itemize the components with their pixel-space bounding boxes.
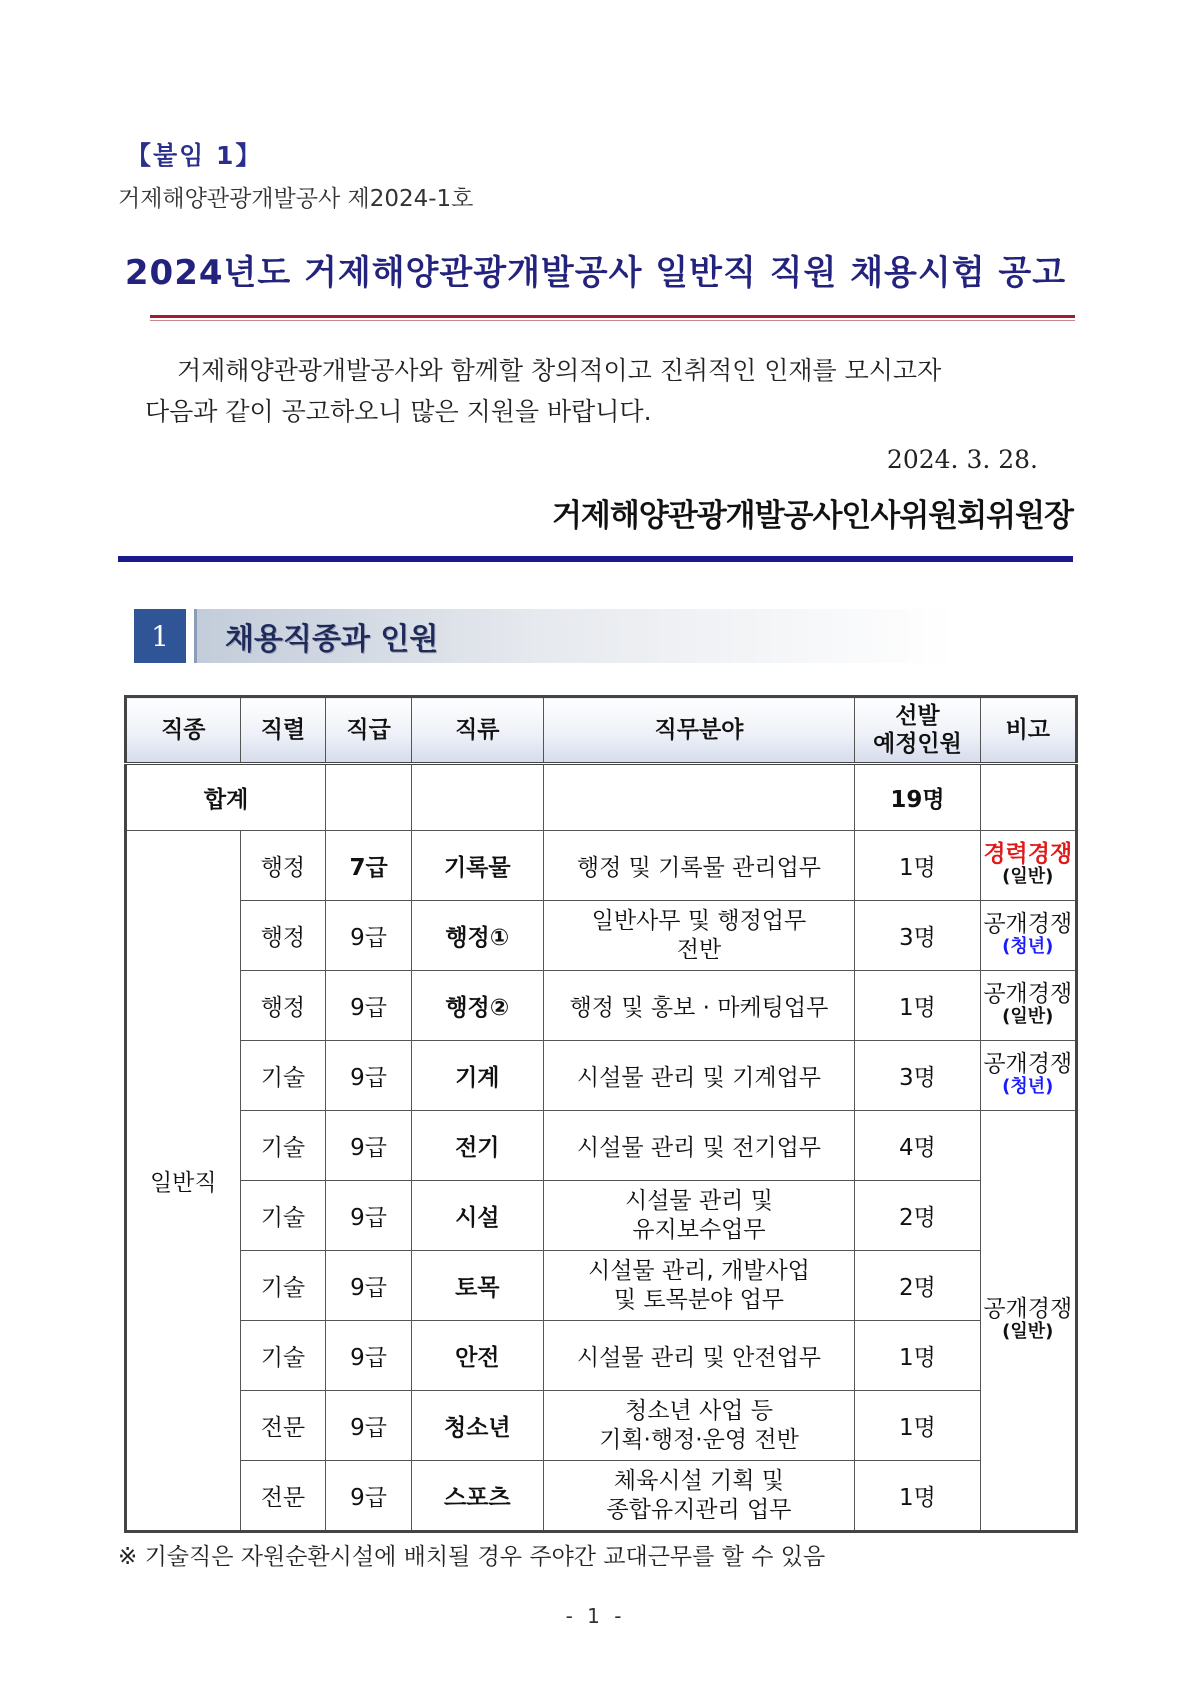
header-note: 비고 — [980, 697, 1076, 764]
grade-cell: 9급 — [326, 901, 412, 971]
header-series: 직렬 — [240, 697, 326, 764]
page-title: 2024년도 거제해양관광개발공사 일반직 직원 채용시험 공고 — [124, 253, 1067, 293]
table-row — [126, 1391, 1077, 1461]
field-line-2: 종합유지관리 업무 — [606, 1496, 792, 1523]
field-cell: 행정 및 홍보 · 마케팅업무 — [543, 971, 855, 1041]
note-cell — [980, 831, 1076, 901]
total-empty-cell — [543, 764, 855, 831]
series-cell: 행정 — [240, 901, 326, 971]
category-cell: 스포츠 — [411, 1461, 543, 1532]
field-cell — [543, 1181, 855, 1251]
section-bar-edge — [194, 609, 197, 663]
header-count — [855, 697, 980, 764]
intro-line-1: 거제해양관광개발공사와 함께할 창의적이고 진취적인 인재를 모시고자 — [177, 356, 942, 385]
count-cell: 1명 — [855, 1391, 980, 1461]
grade-cell: 9급 — [326, 1321, 412, 1391]
title-divider-shadow — [150, 320, 1075, 321]
count-cell: 1명 — [855, 1461, 980, 1532]
note-cell — [980, 971, 1076, 1041]
table-row — [126, 1041, 1077, 1111]
note-type: 공개경쟁 — [983, 981, 1073, 1007]
total-empty-cell — [411, 764, 543, 831]
category-cell: 기록물 — [411, 831, 543, 901]
grade-cell: 9급 — [326, 1461, 412, 1532]
note-type: 공개경쟁 — [983, 1051, 1073, 1077]
grade-cell: 9급 — [326, 1181, 412, 1251]
header-field: 직무분야 — [543, 697, 855, 764]
table-row — [126, 901, 1077, 971]
field-cell — [543, 1461, 855, 1532]
field-cell: 시설물 관리 및 기계업무 — [543, 1041, 855, 1111]
category-cell: 토목 — [411, 1251, 543, 1321]
header-divider — [118, 556, 1073, 562]
field-line-1: 청소년 사업 등 — [624, 1397, 773, 1424]
series-cell: 행정 — [240, 831, 326, 901]
table-row — [126, 1251, 1077, 1321]
field-line-2: 전반 — [676, 936, 722, 963]
series-cell: 기술 — [240, 1251, 326, 1321]
count-cell: 3명 — [855, 901, 980, 971]
table-row — [126, 1111, 1077, 1181]
field-cell: 시설물 관리 및 전기업무 — [543, 1111, 855, 1181]
job-type-cell: 일반직 — [126, 831, 241, 1532]
total-label: 합계 — [126, 764, 326, 831]
header-count-line2: 예정인원 — [872, 731, 962, 757]
count-cell: 2명 — [855, 1181, 980, 1251]
series-cell: 기술 — [240, 1041, 326, 1111]
table-row — [126, 1181, 1077, 1251]
series-cell: 행정 — [240, 971, 326, 1041]
grade-cell: 9급 — [326, 1041, 412, 1111]
series-cell: 전문 — [240, 1391, 326, 1461]
attachment-label: 【붙임 1】 — [126, 141, 263, 170]
intro-line-2: 다음과 같이 공고하오니 많은 지원을 바랍니다. — [145, 397, 652, 426]
grade-cell: 9급 — [326, 971, 412, 1041]
field-cell — [543, 1391, 855, 1461]
announcement-date: 2024. 3. 28. — [886, 445, 1038, 474]
table-row — [126, 1321, 1077, 1391]
recruitment-table — [124, 695, 1078, 1533]
category-cell: 행정② — [411, 971, 543, 1041]
count-cell: 2명 — [855, 1251, 980, 1321]
category-cell: 시설 — [411, 1181, 543, 1251]
table-row — [126, 831, 1077, 901]
count-cell: 1명 — [855, 831, 980, 901]
total-empty-cell — [326, 764, 412, 831]
series-cell: 전문 — [240, 1461, 326, 1532]
issuer-name: 거제해양관광개발공사인사위원회위원장 — [551, 498, 1073, 534]
note-scope: (일반) — [1002, 1006, 1054, 1027]
total-count: 19명 — [855, 764, 980, 831]
field-line-1: 일반사무 및 행정업무 — [591, 907, 807, 934]
table-row — [126, 971, 1077, 1041]
merged-note-cell — [980, 1111, 1076, 1532]
header-count-line1: 선발 — [895, 703, 940, 729]
field-line-1: 체육시설 기획 및 — [613, 1467, 785, 1494]
category-cell: 행정① — [411, 901, 543, 971]
grade-cell: 9급 — [326, 1391, 412, 1461]
table-row — [126, 1461, 1077, 1532]
category-cell: 전기 — [411, 1111, 543, 1181]
note-type: 공개경쟁 — [983, 911, 1073, 937]
field-line-2: 유지보수업무 — [632, 1216, 766, 1243]
table-header-row — [126, 697, 1077, 764]
field-line-2: 및 토목분야 업무 — [613, 1286, 785, 1313]
intro-paragraph — [145, 350, 1065, 432]
field-cell — [543, 901, 855, 971]
note-scope: (청년) — [1002, 1076, 1054, 1097]
note-scope: (일반) — [1002, 1321, 1054, 1342]
header-job-type: 직종 — [126, 697, 241, 764]
count-cell: 4명 — [855, 1111, 980, 1181]
footnote: ※ 기술직은 자원순환시설에 배치될 경우 주야간 교대근무를 할 수 있음 — [118, 1544, 826, 1570]
section-number: 1 — [134, 609, 186, 663]
series-cell: 기술 — [240, 1111, 326, 1181]
category-cell: 안전 — [411, 1321, 543, 1391]
field-cell: 행정 및 기록물 관리업무 — [543, 831, 855, 901]
page-number: - 1 - — [565, 1604, 626, 1628]
note-type: 공개경쟁 — [983, 1296, 1073, 1322]
total-empty-cell — [980, 764, 1076, 831]
field-line-2: 기획·행정·운영 전반 — [599, 1426, 799, 1453]
document-number: 거제해양관광개발공사 제2024-1호 — [118, 186, 474, 212]
count-cell: 1명 — [855, 971, 980, 1041]
note-cell — [980, 1041, 1076, 1111]
field-cell: 시설물 관리 및 안전업무 — [543, 1321, 855, 1391]
total-row — [126, 764, 1077, 831]
header-grade: 직급 — [326, 697, 412, 764]
note-cell — [980, 901, 1076, 971]
grade-cell: 9급 — [326, 1251, 412, 1321]
field-line-1: 시설물 관리, 개발사업 — [588, 1257, 810, 1284]
title-divider — [150, 315, 1075, 318]
series-cell: 기술 — [240, 1321, 326, 1391]
header-category: 직류 — [411, 697, 543, 764]
field-line-1: 시설물 관리 및 — [624, 1187, 773, 1214]
count-cell: 1명 — [855, 1321, 980, 1391]
field-cell — [543, 1251, 855, 1321]
note-scope: (청년) — [1002, 936, 1054, 957]
section-title: 채용직종과 인원 — [225, 622, 439, 657]
category-cell: 기계 — [411, 1041, 543, 1111]
grade-cell: 7급 — [326, 831, 412, 901]
series-cell: 기술 — [240, 1181, 326, 1251]
count-cell: 3명 — [855, 1041, 980, 1111]
category-cell: 청소년 — [411, 1391, 543, 1461]
note-type: 경력경쟁 — [983, 841, 1073, 867]
grade-cell: 9급 — [326, 1111, 412, 1181]
note-scope: (일반) — [1002, 866, 1054, 887]
